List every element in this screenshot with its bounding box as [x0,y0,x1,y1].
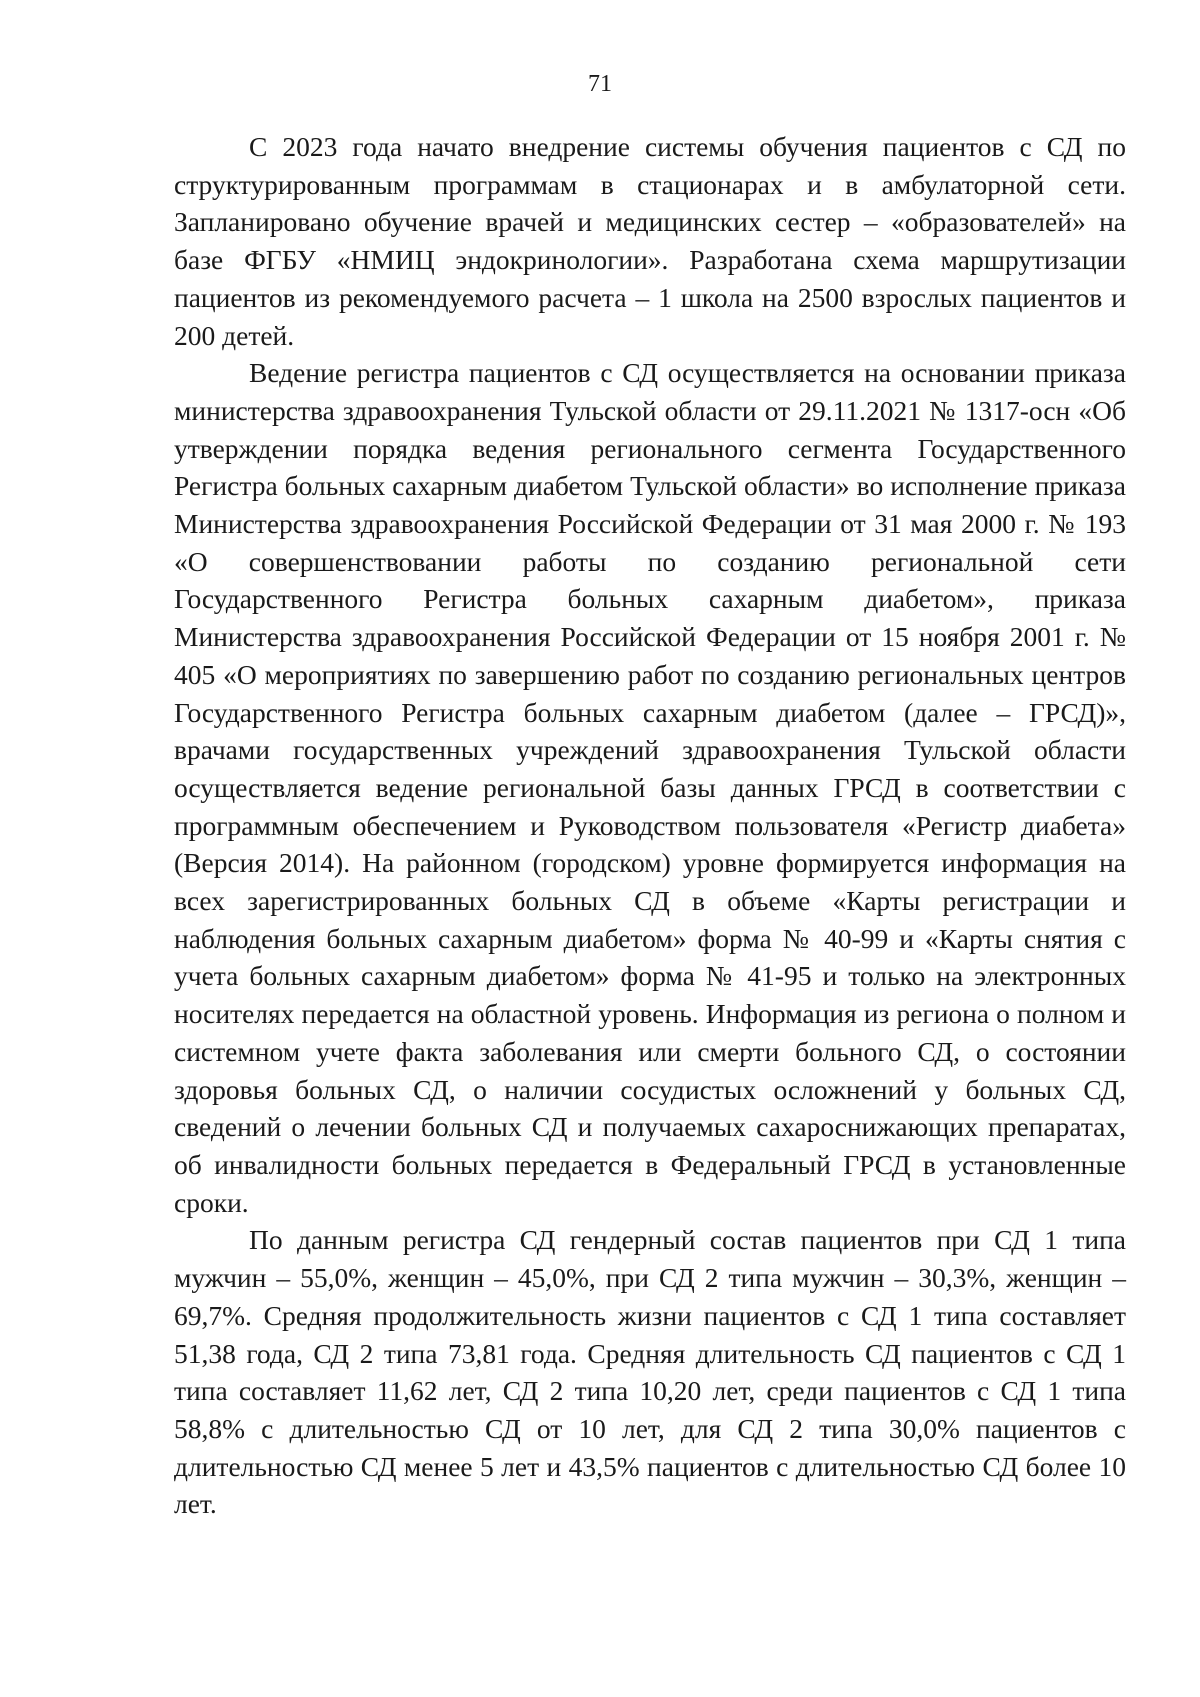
page-number: 71 [588,71,612,97]
paragraph-training-program: С 2023 года начато внедрение системы обучения пациентов с СД по структурированным программам в стационарах и в амбулаторной сети. Запланировано обучение врачей и медицинских сестер – «образователей» на базе ФГБУ «НМИЦ эндокринологии». Разработана схема маршрутизации пациентов из рекомендуемого расчета – 1 школа на 2500 взрослых пациентов и 200 детей. [174,131,1126,351]
paragraph-register-statistics: По данным регистра СД гендерный состав пациентов при СД 1 типа мужчин – 55,0%, женщин – 45,0%, при СД 2 типа мужчин – 30,3%, женщин – 69,7%. Средняя продолжительность жизни пациентов с СД 1 типа составляет 51,38 года, СД 2 типа 73,81 года. Средняя длительность СД пациентов с СД 1 типа составляет 11,62 лет, СД 2 типа 10,20 лет, среди пациентов с СД 1 типа 58,8% с длительностью СД от 10 лет, для СД 2 типа 30,0% пациентов с длительностью СД менее 5 лет и 43,5% пациентов с длительностью СД более 10 лет. [174,1224,1126,1520]
document-body [174,128,1126,1523]
paragraph-diabetes-register: Ведение регистра пациентов с СД осуществляется на основании приказа министерства здравоохранения Тульской области от 29.11.2021 № 1317-осн «Об утверждении порядка ведения регионального сегмента Государственного Регистра больных сахарным диабетом Тульской области» во исполнение приказа Министерства здравоохранения Российской Федерации от 31 мая 2000 г. № 193 «О совершенствовании работы по созданию региональной сети Государственного Регистра больных сахарным диабетом», приказа Министерства здравоохранения Российской Федерации от 15 ноября 2001 г. № 405 «О мероприятиях по завершению работ по созданию региональных центров Государственного Регистра больных сахарным диабетом (далее – ГРСД)», врачами государственных учреждений здравоохранения Тульской области осуществляется ведение региональной базы данных ГРСД в соответствии с программным обеспечением и Руководством пользователя «Регистр диабета» (Версия 2014). На районном (городском) уровне формируется информация на всех зарегистрированных больных СД в объеме «Карты регистрации и наблюдения больных сахарным диабетом» форма № 40-99 и «Карты снятия с учета больных сахарным диабетом» форма № 41-95 и только на электронных носителях передается на областной уровень. Информация из региона о полном и системном учете факта заболевания или смерти больного СД, о состоянии здоровья больных СД, о наличии сосудистых осложнений у больных СД, сведений о лечении больных СД и получаемых сахароснижающих препаратах, об инвалидности больных передается в Федеральный ГРСД в установленные сроки. [174,357,1126,1218]
